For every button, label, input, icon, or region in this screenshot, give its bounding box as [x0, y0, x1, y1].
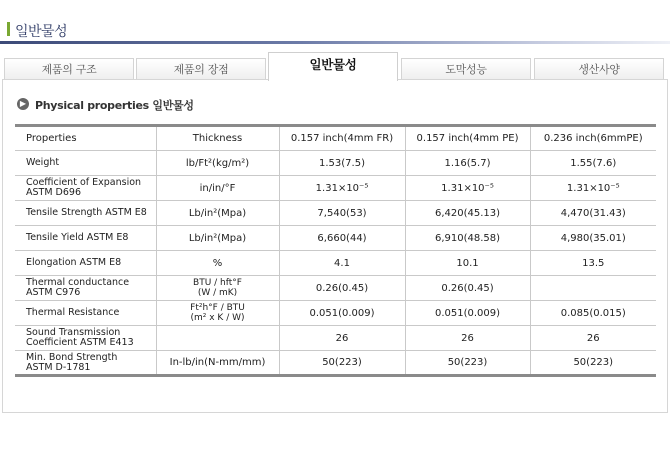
property-name-cell [15, 276, 156, 301]
property-name-line: ASTM D696 [26, 187, 81, 198]
table-row [15, 226, 656, 251]
unit-line: in/in/°F [199, 182, 236, 194]
value-cell: 7,540(53) [279, 201, 405, 226]
unit-cell [156, 251, 279, 276]
unit-line: (m² x K / W) [190, 313, 245, 323]
property-name-line: Min. Bond Strength [26, 351, 118, 363]
property-name-line: Sound Transmission [26, 327, 121, 338]
property-name-cell [15, 201, 156, 226]
value-cell: 1.55(7.6) [530, 151, 656, 176]
column-header: 0.157 inch(4mm PE) [405, 126, 530, 151]
value-cell: 0.051(0.009) [279, 301, 405, 326]
value-cell [530, 276, 656, 301]
value-cell: 1.31×10⁻⁵ [530, 176, 656, 201]
unit-cell [156, 176, 279, 201]
unit-line: BTU / hft°F [193, 278, 242, 288]
property-name-line: ASTM C976 [26, 287, 81, 298]
property-name-line: Thermal Resistance [26, 307, 120, 318]
property-name-cell [15, 151, 156, 176]
property-name-cell [15, 351, 156, 376]
value-cell: 26 [405, 326, 530, 351]
table-row [15, 251, 656, 276]
value-cell: 50(223) [405, 351, 530, 376]
tab-advantages[interactable]: 제품의 장점 [136, 58, 266, 80]
table-row [15, 151, 656, 176]
table-row [15, 276, 656, 301]
property-name-cell [15, 226, 156, 251]
table-row [15, 326, 656, 351]
unit-line: (W / mK) [197, 288, 238, 298]
property-name-line: Tensile Strength ASTM E8 [26, 207, 147, 218]
column-header: Properties [15, 126, 156, 151]
column-header: 0.157 inch(4mm FR) [279, 126, 405, 151]
value-cell: 6,910(48.58) [405, 226, 530, 251]
value-cell: 10.1 [405, 251, 530, 276]
property-name-line: Tensile Yield ASTM E8 [26, 232, 129, 243]
table-row [15, 201, 656, 226]
title-accent-bar [7, 22, 10, 36]
table-header-row [15, 126, 656, 151]
value-cell: 6,660(44) [279, 226, 405, 251]
unit-cell [156, 301, 279, 326]
table-body [15, 151, 656, 376]
value-cell: 50(223) [279, 351, 405, 376]
properties-table [15, 124, 656, 377]
value-cell: 1.31×10⁻⁵ [405, 176, 530, 201]
section-title: Physical properties 일반물성 [35, 99, 194, 112]
property-name-line: Coefficient ASTM E413 [26, 337, 134, 348]
value-cell: 6,420(45.13) [405, 201, 530, 226]
table-row [15, 301, 656, 326]
unit-line: Lb/in²(Mpa) [188, 232, 247, 244]
value-cell: 0.26(0.45) [279, 276, 405, 301]
table-row [15, 176, 656, 201]
unit-line: Lb/in²(Mpa) [188, 207, 247, 219]
value-cell: 50(223) [530, 351, 656, 376]
property-name-cell [15, 301, 156, 326]
unit-line: lb/Ft²(kg/m²) [185, 157, 250, 169]
value-cell: 4.1 [279, 251, 405, 276]
property-name-line: Elongation ASTM E8 [26, 257, 122, 268]
page-title: 일반물성 [15, 24, 68, 40]
property-name-cell [15, 176, 156, 201]
unit-cell [156, 151, 279, 176]
property-name-line: Thermal conductance [26, 277, 130, 288]
value-cell: 1.16(5.7) [405, 151, 530, 176]
header-divider [0, 41, 670, 44]
value-cell: 26 [530, 326, 656, 351]
tab-production-specs[interactable]: 생산사양 [534, 58, 664, 80]
property-name-cell [15, 251, 156, 276]
unit-cell [156, 226, 279, 251]
content-panel [2, 79, 668, 413]
tab-general-properties[interactable]: 일반물성 [268, 52, 398, 81]
page-header [0, 0, 670, 46]
unit-cell [156, 351, 279, 376]
value-cell: 26 [279, 326, 405, 351]
value-cell: 13.5 [530, 251, 656, 276]
value-cell: 1.31×10⁻⁵ [279, 176, 405, 201]
property-name-line: Coefficient of Expansion [26, 177, 142, 188]
unit-line: % [212, 257, 223, 269]
property-name-cell [15, 326, 156, 351]
unit-cell [156, 326, 279, 351]
unit-line: Ft²h°F / BTU [190, 303, 245, 313]
value-cell: 0.26(0.45) [405, 276, 530, 301]
column-header: Thickness [156, 126, 279, 151]
value-cell: 4,470(31.43) [530, 201, 656, 226]
property-name-line: Weight [26, 157, 60, 168]
value-cell: 1.53(7.5) [279, 151, 405, 176]
value-cell: 4,980(35.01) [530, 226, 656, 251]
arrow-circle-icon: ▶ [17, 98, 29, 110]
property-name-line: ASTM D-1781 [26, 361, 91, 373]
column-header: 0.236 inch(6mmPE) [530, 126, 656, 151]
value-cell: 0.051(0.009) [405, 301, 530, 326]
unit-cell [156, 201, 279, 226]
value-cell: 0.085(0.015) [530, 301, 656, 326]
tab-coating-performance[interactable]: 도막성능 [401, 58, 531, 80]
table-row [15, 351, 656, 376]
unit-line: In-lb/in(N-mm/mm) [169, 357, 266, 368]
tab-structure[interactable]: 제품의 구조 [4, 58, 134, 80]
unit-cell [156, 276, 279, 301]
tab-bar [0, 50, 670, 80]
